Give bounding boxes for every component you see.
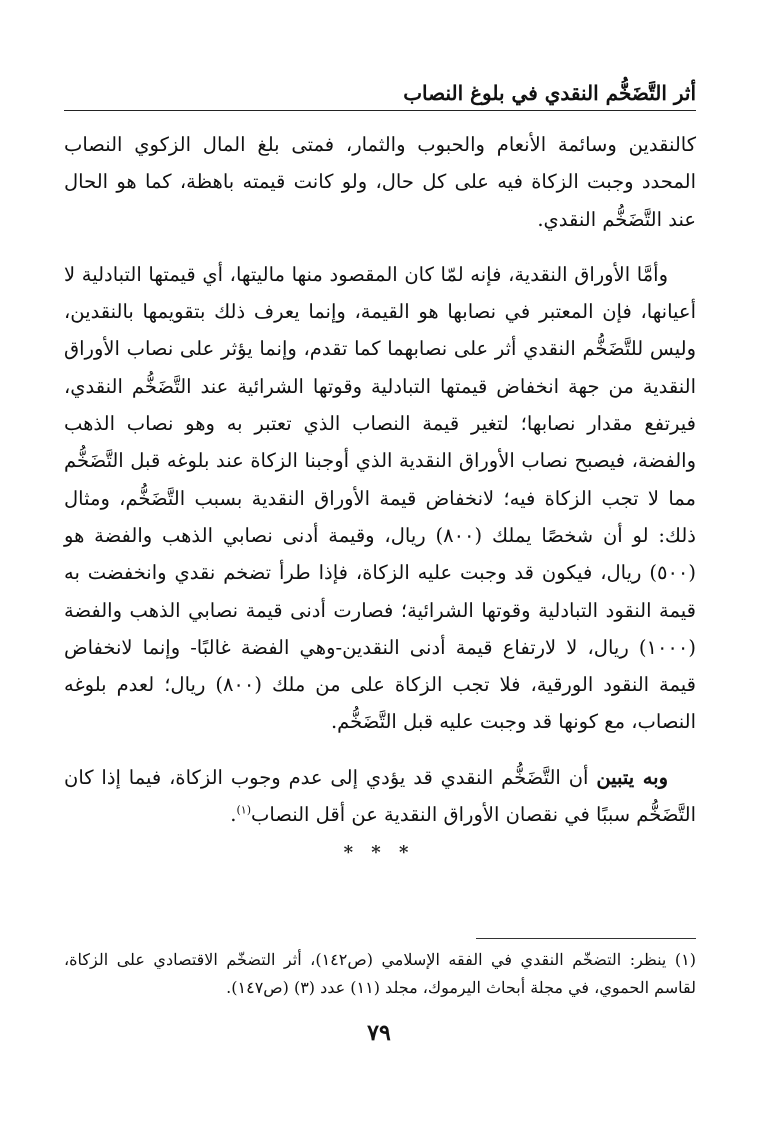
paragraph-3-end: . (230, 803, 237, 827)
paragraph-3 (64, 759, 696, 834)
footnote: (١) ينظر: التضخّم النقدي في الفقه الإسلامي (ص١٤٢)، أثر التضخّم الاقتصادي على الزكاة، لقاسم الحموي، في مجلة أبحاث اليرموك، مجلد (١١) عدد (٣) (ص١٤٧). (64, 950, 697, 997)
footnote-marker[interactable]: (١) (236, 803, 252, 817)
paragraph-3-text: أن التَّضَخُّم النقدي قد يؤدي إلى عدم وجوب الزكاة، فيما إذا كان التَّضَخُّم سببًا في نقصان الأوراق النقدية عن أقل النصاب (64, 765, 696, 827)
paragraph-3-lead: وبه يتبين (596, 765, 668, 789)
page-number: ٧٩ (367, 1020, 391, 1046)
paragraph-1: كالنقدين وسائمة الأنعام والحبوب والثمار، فمتى بلغ المال الزكوي النصاب المحدد وجبت الزكاة فيه على كل حال، ولو كانت قيمته باهظة، كما هو الحال عند التَّضَخُّم النقدي. (64, 133, 696, 231)
paragraph-2: وأمَّا الأوراق النقدية، فإنه لمّا كان المقصود منها ماليتها، أي قيمتها التبادلية لا أعيانها، فإن المعتبر في نصابها هو القيمة، وإنما يعرف ذلك بتقويمها بالنقدين، وليس للتَّضَخُّم النقدي أثر على نصابهما كما تقدم، وإنما يؤثر على نصاب الأوراق النقدية من جهة انخفاض قيمتها التبادلية وقوتها الشرائية عند التَّضَخُّم النقدي، فيرتفع مقدار نصابها؛ لتغير قيمة النصاب الذي تعتبر به وهو نصاب الذهب والفضة، فيصبح نصاب الأوراق النقدية الذي أوجبنا الزكاة عند بلوغه قبل التَّضَخُّم مما لا تجب الزكاة فيه؛ لانخفاض قيمة الأوراق النقدية بسبب التَّضَخُّم، ومثال ذلك: لو أن شخصًا يملك (٨٠٠) ريال، وقيمة أدنى نصابي الذهب والفضة هو (٥٠٠) ريال، فيكون قد وجبت عليه الزكاة، فإذا طرأ تضخم نقدي وانخفضت به قيمة النقود التبادلية وقوتها الشرائية؛ فصارت أدنى قيمة نصابي الذهب والفضة (١٠٠٠) ريال، لا لارتفاع قيمة أدنى النقدين-وهي الفضة غالبًا- وإنما لانخفاض قيمة النقود الورقية، فلا تجب الزكاة على من ملك (٨٠٠) ريال؛ لعدم بلوغه النصاب، مع كونها قد وجبت عليه قبل التَّضَخُّم. (64, 262, 696, 734)
footnote-rule (476, 938, 696, 939)
running-header (64, 78, 696, 111)
section-separator: * * * (343, 842, 415, 863)
running-title: أثر التَّضَخُّم النقدي في بلوغ النصاب (403, 81, 696, 105)
main-text (64, 126, 696, 833)
